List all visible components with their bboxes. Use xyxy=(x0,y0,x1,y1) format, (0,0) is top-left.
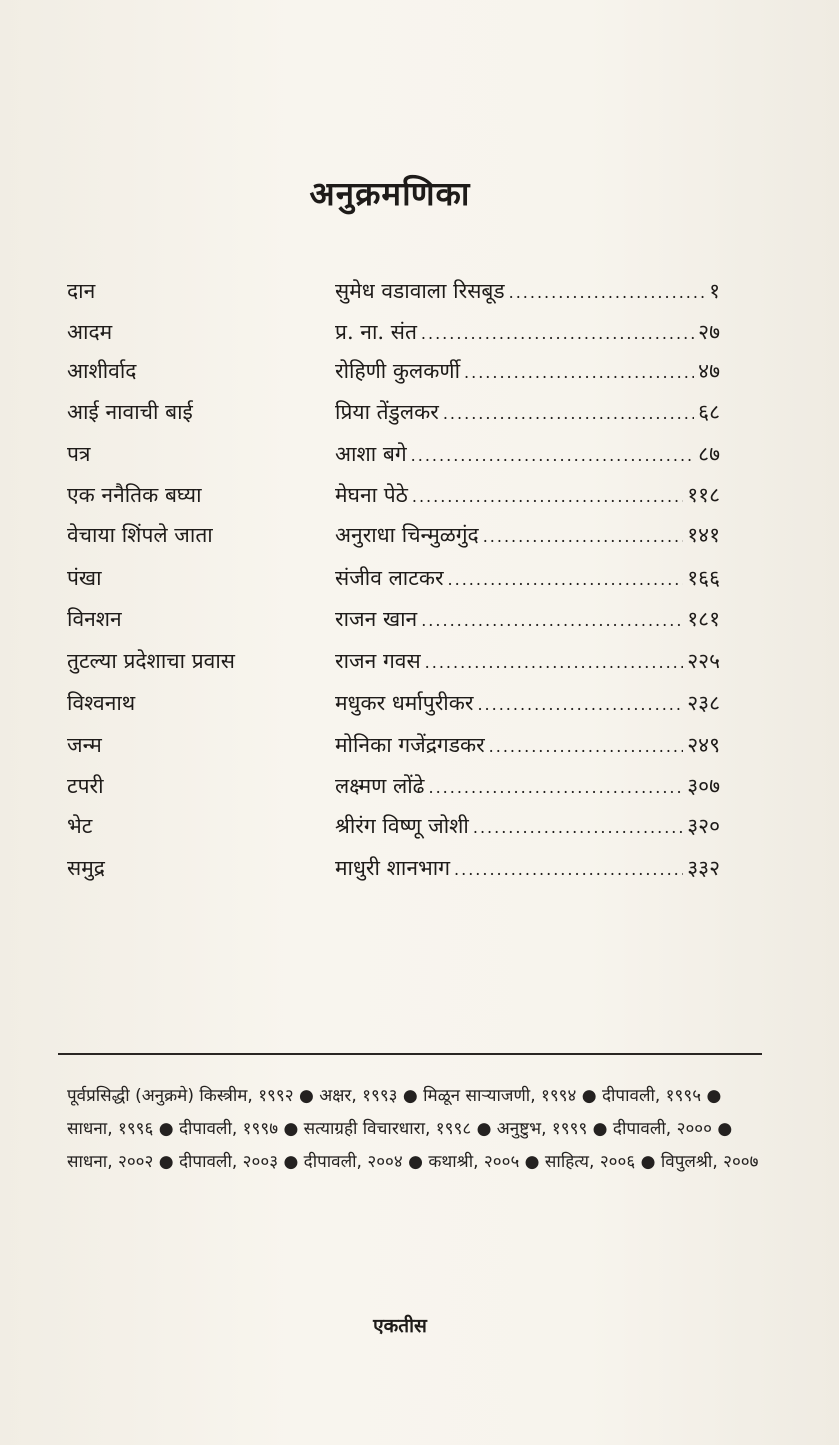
toc-row xyxy=(0,604,839,640)
toc-leader-dots xyxy=(473,813,683,843)
toc-page-number: ३३२ xyxy=(687,856,720,880)
toc-author-name: अनुराधा चिन्मुळगुंद xyxy=(335,523,479,547)
toc-author-line xyxy=(335,853,720,885)
toc-author-name: लक्ष्मण लोंढे xyxy=(335,774,425,798)
toc-story-title: पंखा xyxy=(67,566,102,590)
toc-author-name: प्रिया तेंडुलकर xyxy=(335,400,439,424)
toc-author-line xyxy=(335,356,720,388)
toc-leader-dots xyxy=(421,319,694,349)
toc-page-number: ४७ xyxy=(698,359,720,383)
toc-author-line xyxy=(335,604,720,636)
toc-author-name: राजन गवस xyxy=(335,649,421,673)
toc-leader-dots xyxy=(421,606,683,636)
toc-author-name: रोहिणी कुलकर्णी xyxy=(335,359,461,383)
toc-page-number: १४१ xyxy=(687,523,720,547)
toc-leader-dots xyxy=(477,690,683,720)
toc-row xyxy=(0,563,839,599)
toc-story-title: आई नावाची बाई xyxy=(67,400,193,424)
toc-author-name: प्र. ना. संत xyxy=(335,320,417,344)
toc-row xyxy=(0,480,839,516)
toc-story-title: तुटल्या प्रदेशाचा प्रवास xyxy=(67,649,235,673)
toc-author-name: माधुरी शानभाग xyxy=(335,856,451,880)
toc-author-line xyxy=(335,480,720,512)
toc-page-number: ३२० xyxy=(687,814,720,838)
toc-page-number: १ xyxy=(709,279,720,303)
toc-row xyxy=(0,730,839,766)
toc-leader-dots xyxy=(443,399,694,429)
toc-story-title: वेचाया शिंपले जाता xyxy=(67,523,213,547)
toc-author-line xyxy=(335,646,720,678)
toc-author-line xyxy=(335,811,720,843)
toc-page-number: १८१ xyxy=(687,607,720,631)
toc-row xyxy=(0,771,839,807)
toc-story-title: भेट xyxy=(67,814,93,838)
toc-author-name: संजीव लाटकर xyxy=(335,566,444,590)
toc-page-number: ३०७ xyxy=(687,774,720,798)
page-number-footer: एकतीस xyxy=(373,1315,427,1337)
toc-author-name: मोनिका गजेंद्रगडकर xyxy=(335,733,485,757)
toc-author-line xyxy=(335,439,720,471)
toc-row xyxy=(0,356,839,392)
toc-leader-dots xyxy=(448,565,684,595)
toc-author-line xyxy=(335,520,720,552)
toc-story-title: एक ननैतिक बघ्या xyxy=(67,483,202,507)
toc-leader-dots xyxy=(454,855,683,885)
toc-leader-dots xyxy=(489,732,684,762)
toc-author-line xyxy=(335,730,720,762)
toc-row xyxy=(0,688,839,724)
toc-story-title: समुद्र xyxy=(67,856,105,880)
toc-story-title: दान xyxy=(67,279,96,303)
toc-row xyxy=(0,317,839,353)
toc-page-number: २२५ xyxy=(687,649,720,673)
section-divider xyxy=(58,1053,762,1055)
toc-story-title: आदम xyxy=(67,320,113,344)
toc-author-line xyxy=(335,397,720,429)
toc-author-name: मेघना पेठे xyxy=(335,483,408,507)
toc-page-number: १६६ xyxy=(687,566,720,590)
toc-row xyxy=(0,397,839,433)
toc-row xyxy=(0,439,839,475)
toc-author-name: राजन खान xyxy=(335,607,418,631)
toc-author-name: सुमेध वडावाला रिसबूड xyxy=(335,279,505,303)
toc-story-title: आशीर्वाद xyxy=(67,359,137,383)
toc-leader-dots xyxy=(429,773,684,803)
toc-row xyxy=(0,276,839,312)
toc-story-title: विश्वनाथ xyxy=(67,691,136,715)
toc-story-title: जन्म xyxy=(67,733,102,757)
toc-author-line xyxy=(335,771,720,803)
toc-author-name: श्रीरंग विष्णू जोशी xyxy=(335,814,469,838)
toc-story-title: पत्र xyxy=(67,442,91,466)
toc-page-number: ११८ xyxy=(687,483,720,507)
toc-page-number: २३८ xyxy=(687,691,720,715)
toc-leader-dots xyxy=(509,278,705,308)
toc-leader-dots xyxy=(464,358,694,388)
toc-leader-dots xyxy=(412,482,683,512)
toc-author-line xyxy=(335,688,720,720)
toc-story-title: विनशन xyxy=(67,607,122,631)
toc-row xyxy=(0,853,839,889)
toc-row xyxy=(0,646,839,682)
toc-author-line xyxy=(335,317,720,349)
toc-page-number: २७ xyxy=(698,320,720,344)
toc-author-line xyxy=(335,276,720,308)
prior-publication-note: पूर्वप्रसिद्धी (अनुक्रमे) किस्त्रीम, १९९२ ● अक्षर, १९९३ ● मिळून साऱ्याजणी, १९९४ ● दीपावली, १९९५ ● साधना, १९९६ ● दीपावली, १९९७ ● सत्याग्रही विचारधारा, १९९८ ● अनुष्टुभ, १९९९ ● दीपावली, २००० ● साधना, २००२ ● दीपावली, २००३ ● दीपावली, २००४ ● कथाश्री, २००५ ● साहित्य, २००६ ● विपुलश्री, २००७ xyxy=(67,1086,759,1172)
page-title: अनुक्रमणिका xyxy=(309,174,471,213)
toc-page-number: ६८ xyxy=(698,400,720,424)
toc-author-line xyxy=(335,563,720,595)
toc-leader-dots xyxy=(411,441,694,471)
toc-row xyxy=(0,520,839,556)
toc-page-number: ८७ xyxy=(698,442,720,466)
toc-page-number: २४९ xyxy=(687,733,720,757)
toc-leader-dots xyxy=(483,522,684,552)
toc-story-title: टपरी xyxy=(67,774,104,798)
toc-author-name: आशा बगे xyxy=(335,442,407,466)
toc-author-name: मधुकर धर्मापुरीकर xyxy=(335,691,474,715)
toc-leader-dots xyxy=(425,648,684,678)
toc-row xyxy=(0,811,839,847)
